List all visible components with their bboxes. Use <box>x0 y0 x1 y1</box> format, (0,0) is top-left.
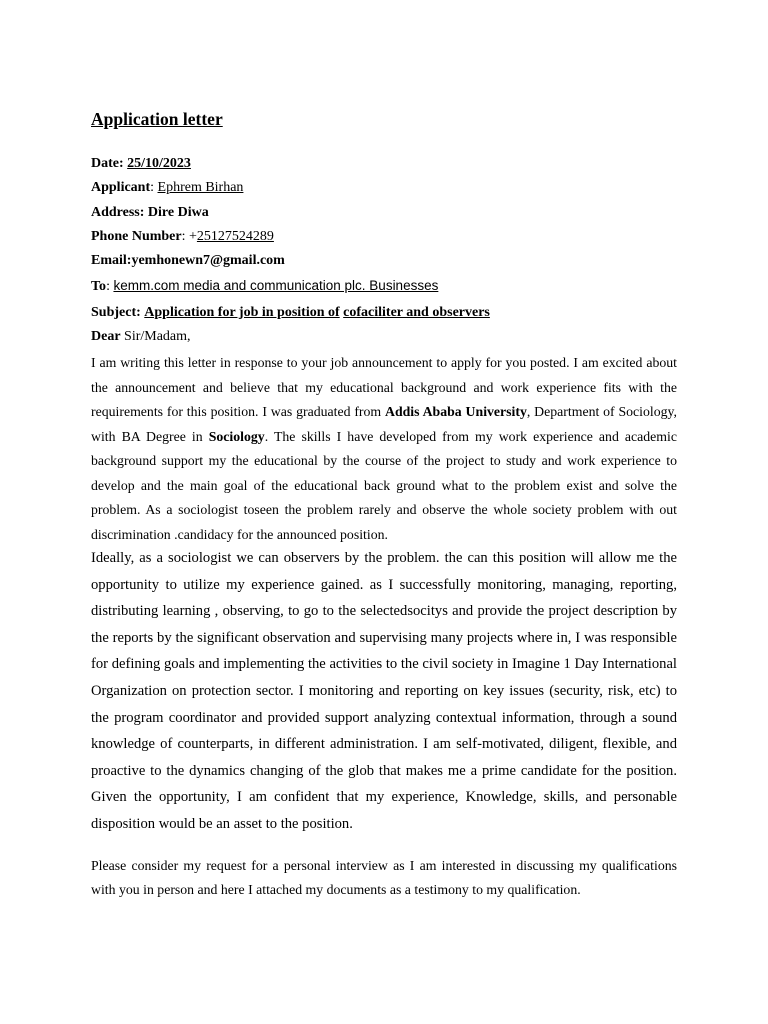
letter-title: Application letter <box>91 109 223 129</box>
date-label: Date: <box>91 156 124 171</box>
recipient-value: kemm.com media and communication plc. Businesses <box>113 278 439 293</box>
salutation-line <box>91 328 191 346</box>
applicant-label: Applicant <box>91 180 151 195</box>
subject-label: Subject: <box>91 305 141 320</box>
email-line: Email:yemhonewn7@gmail.com <box>91 253 285 268</box>
paragraph-1-text-a: I am writing this letter in response to your job announcement to apply for you posted. I am excited about the announcement and believe that my educational background and work experience fits with the requirements for this position. I was graduated from <box>91 355 677 419</box>
body-paragraph-1 <box>91 351 677 547</box>
paragraph-1-text-c: . The skills I have developed from my work experience and academic background support my the educational by the course of the project to study and work experience to develop and the main goal of the educational back ground what to the problem exist and solve the problem. As a sociologist toseen the problem rarely and observe the whole society problem with out discrimination .candidacy for the announced position. <box>91 428 677 542</box>
date-line <box>91 155 191 173</box>
subject-part-2: cofaciliter and observers <box>343 305 490 320</box>
phone-sep: : + <box>181 229 197 244</box>
applicant-sep: : <box>150 180 155 195</box>
recipient-line <box>91 277 438 296</box>
salutation-value: Sir/Madam, <box>124 329 191 344</box>
recipient-sep: : <box>106 279 114 294</box>
closing-paragraph: Please consider my request for a personal interview as I am interested in discussing my qualifications with you in person and here I attached my documents as a testimony to my qualification. <box>91 858 677 897</box>
applicant-line <box>91 179 243 197</box>
body-paragraph-2: Ideally, as a sociologist we can observers by the problem. the can this position will allow me the opportunity to utilize my experience gained. as I successfully monitoring, managing, reporting, distributing learning , observing, to go to the selectedsocitys and provide the project description by the reports by the significant observation and supervising many projects where in, I was responsible for defining goals and implementing the activities to the civil society in Imagine 1 Day International Organization on protection sector. I monitoring and reporting on key issues (security, risk, etc) to the program coordinator and provided support analyzing contextual information, through a sound knowledge of counterparts, in different administration. I am self-motivated, diligent, flexible, and proactive to the dynamics changing of the glob that makes me a prime candidate for the position. Given the opportunity, I am confident that my experience, Knowledge, skills, and personable disposition would be an asset to the position. <box>91 550 677 832</box>
phone-value: 25127524289 <box>196 229 274 244</box>
date-value: 25/10/2023 <box>127 156 191 171</box>
phone-label: Phone Number <box>91 229 182 244</box>
salutation-label: Dear <box>91 329 121 344</box>
phone-line <box>91 228 274 246</box>
paragraph-1-text-b: , Department of Sociology, with BA Degree in <box>91 404 677 444</box>
subject-line <box>91 304 490 322</box>
address-line: Address: Dire Diwa <box>91 205 209 220</box>
university-name: Addis Ababa University <box>385 404 527 419</box>
degree-field: Sociology <box>208 428 265 444</box>
applicant-value: Ephrem Birhan <box>157 180 244 195</box>
recipient-label: To <box>91 279 107 294</box>
subject-part-1: Application for job in position of <box>144 305 340 320</box>
